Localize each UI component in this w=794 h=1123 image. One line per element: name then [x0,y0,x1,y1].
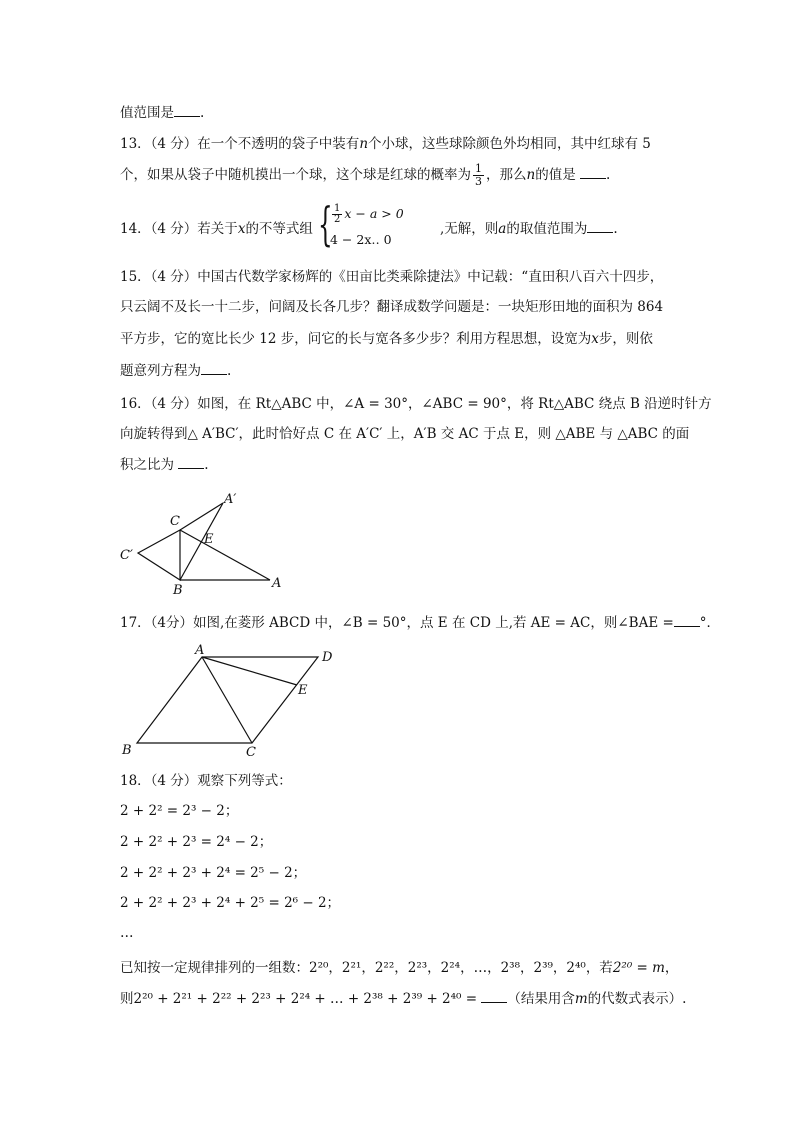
ellipsis: … [120,925,134,941]
equation-3: 2 + 2² + 2³ + 2⁴ = 2⁵ − 2； [120,865,307,881]
answer-blank [580,166,606,179]
label-c: C [170,514,180,529]
question-14-start: 14．（4 分）若关于x的不等式组 [120,221,313,237]
answer-blank [481,990,507,1003]
segment-ca-prime [180,503,223,530]
question-18-sequence: 已知按一定规律排列的一组数：2²⁰，2²¹，2²²，2²³，2²⁴，…，2³⁸，2³⁹，2⁴⁰，若2²⁰ = m， [120,960,679,976]
question-18-intro: 18．（4 分）观察下列等式： [120,773,292,789]
label-c-prime: C′ [120,548,133,563]
label-a: A [272,576,282,591]
answer-blank [201,362,227,375]
answer-blank [674,614,700,627]
question-15-line1: 15．（4 分）中国古代数学家杨辉的《田亩比类乘除捷法》中记载：“直田积八百六十四步， [120,269,664,285]
q12-tail: 值范围是 . [120,105,205,121]
question-14-end: ,无解，则a的取值范围为 . [440,221,618,237]
label-a-prime: A′ [224,492,237,507]
question-16-line1: 16．（4 分）如图，在 Rt△ABC 中，∠A = 30°，∠ABC = 90°，将 Rt△ABC 绕点 B 沿逆时针方 [120,396,712,412]
label-b: B [173,583,183,598]
segment-ba-prime [180,503,223,580]
question-17: 17．（4分）如图,在菱形 ABCD 中，∠B = 50°，点 E 在 CD 上,若 AE = AC，则∠BAE = °． [120,615,721,631]
label-a: A [195,643,205,658]
question-15-line3: 平方步，它的宽比长少 12 步，问它的长与宽各多少步？利用方程思想，设宽为x步，则依 [120,331,653,347]
label-d: D [322,650,333,665]
figure-17-rhombus [115,640,345,760]
question-16-line3: 积之比为 . [120,457,209,473]
question-13-line1: 13．（4 分）在一个不透明的袋子中装有n个小球，这些球除颜色外均相同，其中红球有 5 [120,136,651,152]
triangle-cbc-prime [138,530,180,580]
inequality-1: $\frac{1}{2}$ x − a > 0 [334,203,404,225]
question-13-line2: 个，如果从袋子中随机摸出一个球，这个球是红球的概率为 $\frac{1}{3}$ ，那么n的值是 . [120,162,611,188]
equation-1: 2 + 2² = 2³ − 2； [120,803,239,819]
label-b: B [122,743,132,758]
equation-4: 2 + 2² + 2³ + 2⁴ + 2⁵ = 2⁶ − 2； [120,895,341,911]
label-c: C [246,745,256,760]
label-e: E [298,683,308,698]
answer-blank [174,104,200,117]
fraction-one-third: $\frac{1}{3}$ [475,162,482,188]
figure-16-triangle [110,485,300,600]
question-18-ask: 则2²⁰ + 2²¹ + 2²² + 2²³ + 2²⁴ + … + 2³⁸ + 2³⁹ + 2⁴⁰ = （结果用含m的代数式表示）. [120,991,687,1007]
inequality-2: 4 − 2x‥ 0 [330,232,392,247]
question-15-line4: 题意列方程为 . [120,363,232,379]
label-e: E [204,532,214,547]
equation-2: 2 + 2² + 2³ = 2⁴ − 2； [120,834,273,850]
question-16-line2: 向旋转得到△ A′BC′，此时恰好点 C 在 A′C′ 上，A′B 交 AC 于点 E，则 △ABE 与 △ABC 的面 [120,426,690,442]
answer-blank [178,456,204,469]
question-15-line2: 只云阔不及长一十二步，问阔及长各几步？翻译成数学问题是：一块矩形田地的面积为 864 [120,299,664,315]
answer-blank [587,220,613,233]
